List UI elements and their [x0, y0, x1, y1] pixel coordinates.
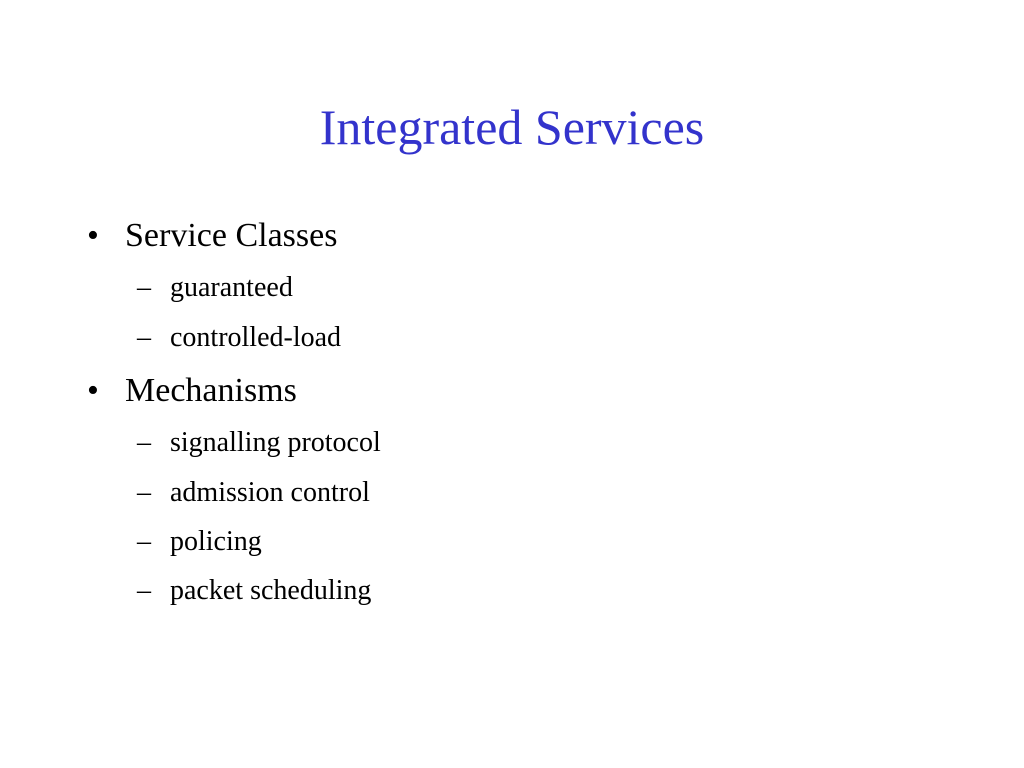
- sub-marker: –: [137, 272, 151, 303]
- sub-item-label: packet scheduling: [170, 575, 372, 606]
- sub-item-label: signalling protocol: [170, 427, 381, 458]
- sub-item-controlled-load: [137, 321, 341, 355]
- sub-item-admission-control: [137, 476, 370, 510]
- bullet-label: Mechanisms: [125, 372, 297, 409]
- bullet-label: Service Classes: [125, 217, 338, 254]
- sub-item-packet-scheduling: [137, 574, 371, 608]
- sub-item-label: controlled-load: [170, 322, 342, 353]
- sub-marker: –: [137, 322, 151, 353]
- sub-item-policing: [137, 525, 262, 559]
- sub-item-guaranteed: [137, 271, 293, 305]
- sub-marker: –: [137, 575, 151, 606]
- slide-title: Integrated Services: [319, 99, 705, 155]
- sub-item-signalling-protocol: [137, 426, 381, 460]
- sub-marker: –: [137, 477, 151, 508]
- bullet-marker: •: [87, 372, 99, 409]
- sub-item-label: guaranteed: [170, 272, 293, 303]
- sub-marker: –: [137, 526, 151, 557]
- sub-marker: –: [137, 427, 151, 458]
- sub-item-label: policing: [170, 526, 262, 557]
- bullet-marker: •: [87, 217, 99, 254]
- bullet-mechanisms: [87, 371, 297, 411]
- bullet-service-classes: [87, 216, 337, 256]
- sub-item-label: admission control: [170, 477, 370, 508]
